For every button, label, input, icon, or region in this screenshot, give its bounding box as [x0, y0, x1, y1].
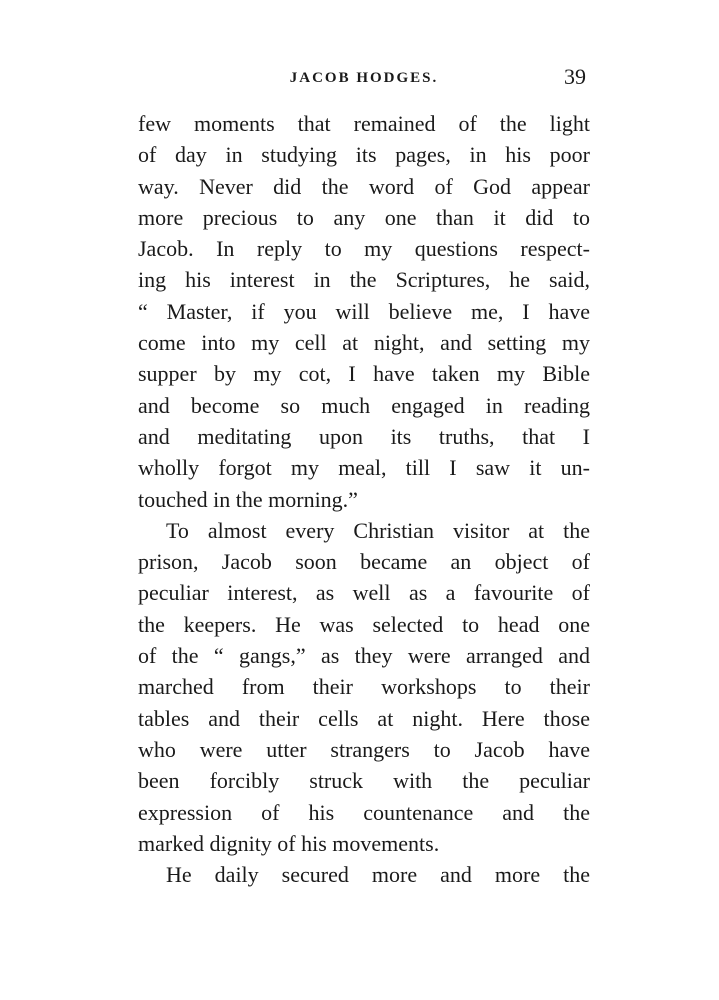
text-line: Jacob. In reply to my questions respect- [138, 236, 590, 262]
text-line: expression of his countenance and the [138, 799, 590, 825]
text-line: marked dignity of his movements. [138, 830, 440, 856]
text-line: of day in studying its pages, in his poor [138, 142, 590, 168]
text-line: wholly forgot my meal, till I saw it un- [138, 455, 590, 481]
text-line: “ Master, if you will believe me, I have [138, 298, 590, 324]
text-line: and become so much engaged in reading [138, 392, 590, 418]
text-line: more precious to any one than it did to [138, 204, 590, 230]
text-line: prison, Jacob soon became an object of [138, 549, 590, 575]
text-line: To almost every Christian visitor at the [166, 517, 590, 543]
running-head [138, 64, 590, 94]
text-line: and meditating upon its truths, that I [138, 423, 590, 449]
text-line: peculiar interest, as well as a favourite of [138, 580, 590, 606]
running-title: JACOB HODGES. [289, 70, 439, 86]
text-line: been forcibly struck with the peculiar [138, 768, 590, 794]
text-line: way. Never did the word of God appear [138, 173, 590, 199]
text-line: touched in the morning.” [138, 486, 358, 512]
text-line: He daily secured more and more the [166, 862, 590, 888]
page-number: 39 [564, 64, 586, 89]
text-line: who were utter strangers to Jacob have [138, 736, 590, 762]
text-line: supper by my cot, I have taken my Bible [138, 361, 590, 387]
text-line: tables and their cells at night. Here those [138, 705, 590, 731]
text-line: ing his interest in the Scriptures, he said, [138, 267, 590, 293]
text-line: marched from their workshops to their [138, 674, 590, 700]
text-line: the keepers. He was selected to head one [138, 611, 590, 637]
text-line: of the “ gangs,” as they were arranged and [138, 643, 590, 669]
text-line: come into my cell at night, and setting my [138, 330, 590, 356]
body-text [138, 108, 590, 890]
text-line: few moments that remained of the light [138, 111, 590, 136]
